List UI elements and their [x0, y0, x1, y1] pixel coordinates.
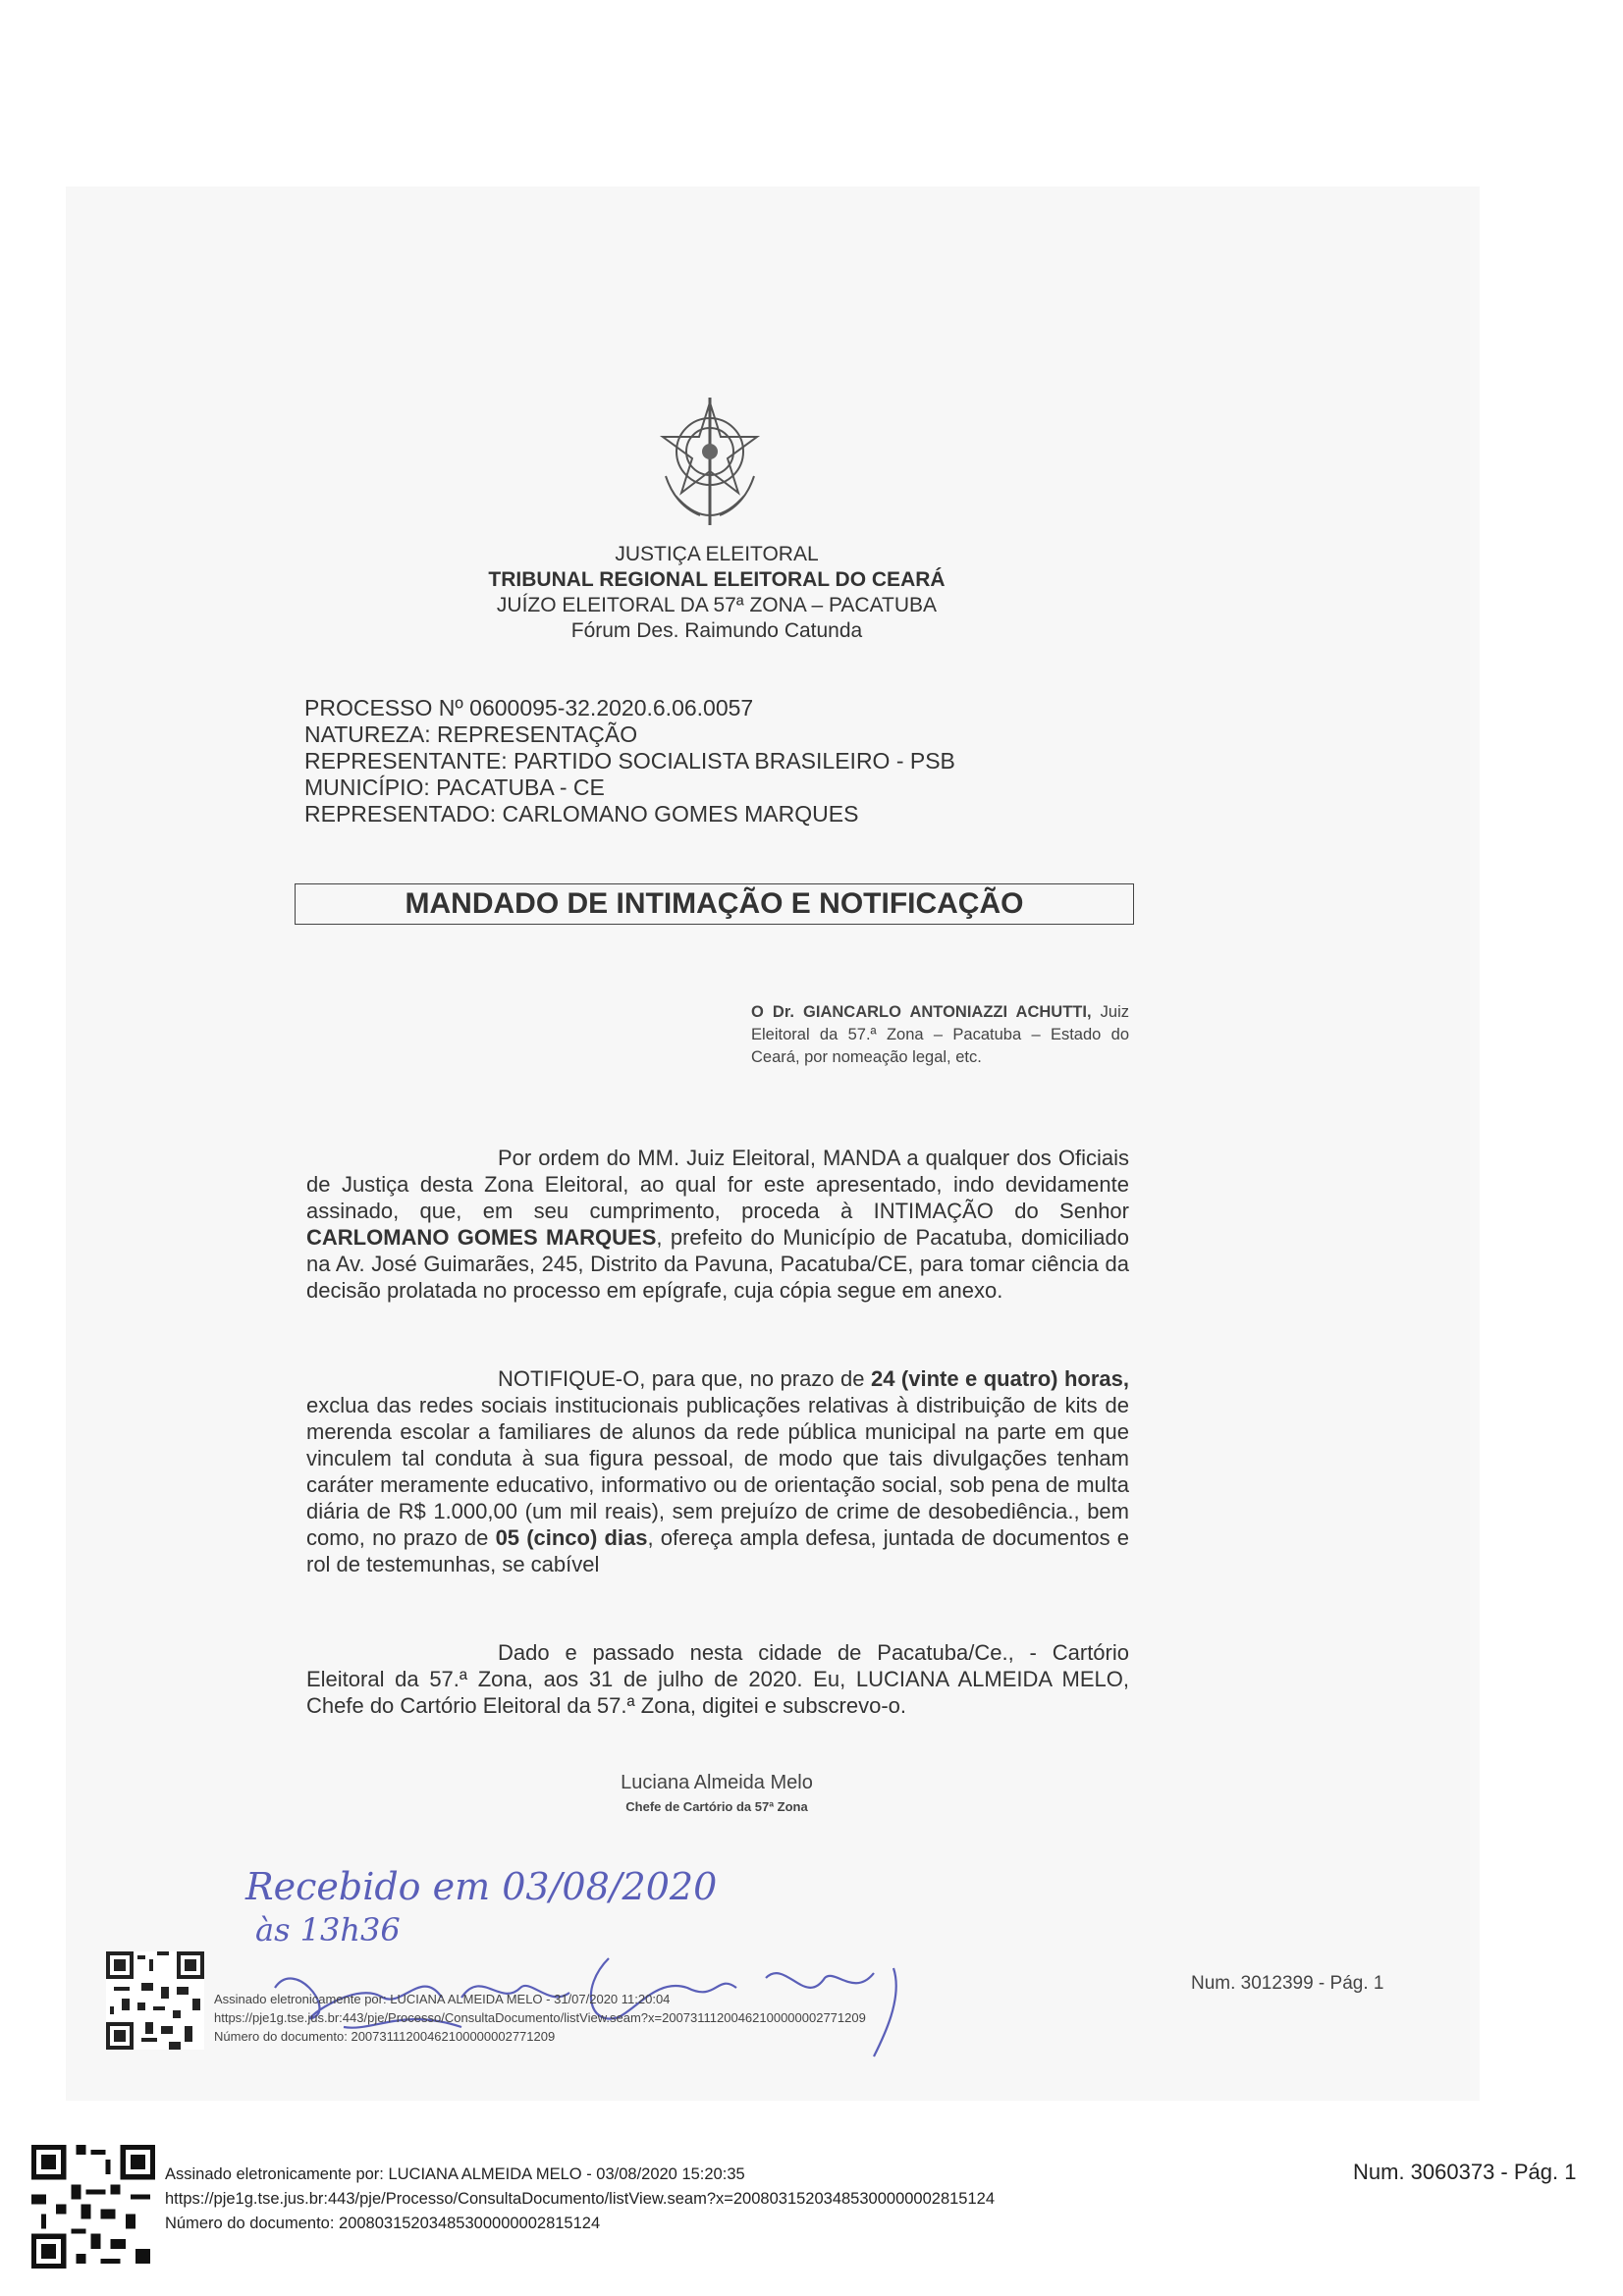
paragraph-order-text: Por ordem do MM. Juiz Eleitoral, MANDA a qualquer dos Oficiais de Justiça desta Zona Eleitoral, ao qual for este apresentado, indo devidamente assinado, que, em seu cumprimento, proceda à INTIMAÇÃO do Senhor [306, 1146, 1129, 1223]
header-tribunal: TRIBUNAL REGIONAL ELEITORAL DO CEARÁ [488, 568, 946, 591]
footer-url[interactable]: https://pje1g.tse.jus.br:443/pje/Processo/ConsultaDocumento/listView.seam?x=20080315203485300000002815124 [165, 2190, 996, 2208]
inner-page-number: Num. 3012399 - Pág. 1 [1191, 1973, 1384, 1994]
document-title: MANDADO DE INTIMAÇÃO E NOTIFICAÇÃO [295, 883, 1134, 925]
footer-docnum: Número do documento: 20080315203485300000002815124 [165, 2215, 601, 2232]
footer-qr-code [31, 2145, 155, 2269]
process-representado: REPRESENTADO: CARLOMANO GOMES MARQUES [304, 801, 859, 827]
paragraph-notify [306, 1365, 1129, 1577]
handwritten-received-date: Recebido em 03/08/2020 [245, 1865, 718, 1908]
judge-role: Juiz Eleitoral da 57.ª Zona – Pacatuba – Estado do Ceará, por nomeação legal, etc. [751, 1003, 1129, 1066]
notify-deadline-hours: 24 (vinte e quatro) horas, [870, 1366, 1129, 1391]
process-nature: NATUREZA: REPRESENTAÇÃO [304, 721, 638, 747]
handwritten-receipt [226, 1860, 972, 2115]
signature-role: Chefe de Cartório da 57ª Zona [625, 1799, 808, 1814]
process-info [304, 695, 955, 828]
handwritten-received-time: às 13h36 [255, 1911, 401, 1949]
paragraph-order [306, 1145, 1129, 1304]
closing-text: Dado e passado nesta cidade de Pacatuba/Ce., - Cartório Eleitoral da 57.ª Zona, aos 31 de julho de 2020. Eu, LUCIANA ALMEIDA MELO, Chefe do Cartório Eleitoral da 57.ª Zona, digitei e subscrevo-o. [306, 1640, 1129, 1718]
process-number: PROCESSO Nº 0600095-32.2020.6.06.0057 [304, 695, 754, 721]
notify-text: NOTIFIQUE-O, para que, no prazo de [498, 1366, 871, 1391]
judge-name: O Dr. GIANCARLO ANTONIAZZI ACHUTTI, [751, 1003, 1092, 1021]
footer-signed: Assinado eletronicamente por: LUCIANA ALMEIDA MELO - 03/08/2020 15:20:35 [165, 2165, 745, 2183]
paragraph-closing [306, 1639, 1129, 1719]
notify-text-end: , ofereça ampla defesa, juntada de documentos e rol de testemunhas, se cabível [306, 1525, 1129, 1576]
judge-preamble [751, 1001, 1129, 1069]
inner-footer-url[interactable]: https://pje1g.tse.jus.br:443/pje/Processo/ConsultaDocumento/listView.seam?x=20073111200462100000002771209 [214, 2010, 866, 2025]
paragraph-order-text-end: , prefeito do Município de Pacatuba, domiciliado na Av. José Guimarães, 245, Distrito da Pavuna, Pacatuba/CE, para tomar ciência da decisão prolatada no processo em epígrafe, cuja cópia segue em anexo. [306, 1225, 1129, 1303]
defendant-name: CARLOMANO GOMES MARQUES [306, 1225, 657, 1250]
process-representante: REPRESENTANTE: PARTIDO SOCIALISTA BRASILEIRO - PSB [304, 748, 955, 774]
process-municipio: MUNICÍPIO: PACATUBA - CE [304, 774, 605, 800]
inner-footer-docnum: Número do documento: 20073111200462100000002771209 [214, 2029, 556, 2044]
inner-footer-signed: Assinado eletronicamente por: LUCIANA ALMEIDA MELO - 31/07/2020 11:20:04 [214, 1992, 671, 2006]
notify-text-middle: exclua das redes sociais institucionais publicações relativas à distribuição de kits de merenda escolar a familiares de alunos da rede pública municipal na parte em que vinculem tal conduta à sua figura pessoal, de modo que tais divulgações tenham caráter meramente educativo, informativo ou de orientação social, sob pena de multa diária de R$ 1.000,00 (um mil reais), sem prejuízo de crime de desobediência., bem como, no prazo de [306, 1393, 1129, 1550]
header-forum: Fórum Des. Raimundo Catunda [570, 619, 863, 642]
inner-qr-code [106, 1951, 204, 2050]
header-juizo: JUÍZO ELEITORAL DA 57ª ZONA – PACATUBA [496, 594, 938, 616]
brazil-coat-of-arms-emblem [656, 398, 764, 535]
notify-deadline-days: 05 (cinco) dias [495, 1525, 648, 1550]
footer-page-number: Num. 3060373 - Pág. 1 [1353, 2160, 1577, 2184]
header-justica-eleitoral: JUSTIÇA ELEITORAL [615, 543, 819, 565]
signature-name: Luciana Almeida Melo [621, 1772, 813, 1793]
